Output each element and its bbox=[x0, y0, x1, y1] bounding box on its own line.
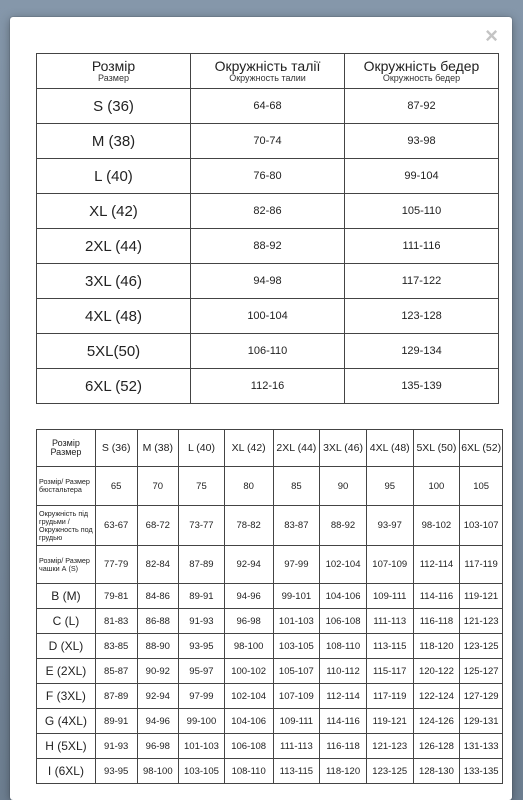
value-cell: 118-120 bbox=[320, 759, 367, 784]
table2-row bbox=[37, 659, 503, 684]
value-cell: 131-133 bbox=[460, 734, 503, 759]
value-cell: 115-117 bbox=[366, 659, 413, 684]
value-cell: 77-79 bbox=[95, 546, 137, 584]
row-label-cell: I (6XL) bbox=[37, 759, 96, 784]
size-header-cell: 2XL (44) bbox=[273, 430, 320, 467]
table1-row bbox=[37, 334, 499, 369]
size-header-cell: 3XL (46) bbox=[320, 430, 367, 467]
value-cell: 88-90 bbox=[137, 634, 179, 659]
row-label-cell: B (M) bbox=[37, 584, 96, 609]
table1-row bbox=[37, 264, 499, 299]
row-label-cell: H (5XL) bbox=[37, 734, 96, 759]
value-cell: 112-114 bbox=[413, 546, 460, 584]
value-cell: 106-108 bbox=[320, 609, 367, 634]
value-cell: 100 bbox=[413, 467, 460, 506]
value-cell: 63-67 bbox=[95, 506, 137, 546]
hips-cell: 135-139 bbox=[345, 369, 499, 404]
value-cell: 78-82 bbox=[224, 506, 273, 546]
value-cell: 68-72 bbox=[137, 506, 179, 546]
size-cell: M (38) bbox=[37, 124, 191, 159]
value-cell: 86-88 bbox=[137, 609, 179, 634]
value-cell: 83-87 bbox=[273, 506, 320, 546]
value-cell: 96-98 bbox=[224, 609, 273, 634]
table1-row bbox=[37, 299, 499, 334]
size-header-cell: 4XL (48) bbox=[366, 430, 413, 467]
waist-cell: 94-98 bbox=[191, 264, 345, 299]
value-cell: 99-101 bbox=[273, 584, 320, 609]
value-cell: 98-100 bbox=[224, 634, 273, 659]
size-header-cell: L (40) bbox=[179, 430, 225, 467]
value-cell: 98-102 bbox=[413, 506, 460, 546]
value-cell: 91-93 bbox=[95, 734, 137, 759]
hips-cell: 87-92 bbox=[345, 89, 499, 124]
header-sublabel: Окружность бедер bbox=[382, 73, 461, 83]
value-cell: 103-105 bbox=[179, 759, 225, 784]
table1-row bbox=[37, 124, 499, 159]
value-cell: 82-84 bbox=[137, 546, 179, 584]
value-cell: 116-118 bbox=[320, 734, 367, 759]
value-cell: 129-131 bbox=[460, 709, 503, 734]
table2-row bbox=[37, 609, 503, 634]
hips-cell: 93-98 bbox=[345, 124, 499, 159]
waist-cell: 70-74 bbox=[191, 124, 345, 159]
header-sublabel: Окружность талии bbox=[229, 73, 306, 83]
value-cell: 100-102 bbox=[224, 659, 273, 684]
value-cell: 114-116 bbox=[413, 584, 460, 609]
value-cell: 111-113 bbox=[273, 734, 320, 759]
value-cell: 90-92 bbox=[137, 659, 179, 684]
value-cell: 120-122 bbox=[413, 659, 460, 684]
row-label-cell: D (XL) bbox=[37, 634, 96, 659]
value-cell: 101-103 bbox=[179, 734, 225, 759]
value-cell: 97-99 bbox=[273, 546, 320, 584]
waist-cell: 112-16 bbox=[191, 369, 345, 404]
value-cell: 95-97 bbox=[179, 659, 225, 684]
value-cell: 89-91 bbox=[179, 584, 225, 609]
value-cell: 108-110 bbox=[320, 634, 367, 659]
value-cell: 112-114 bbox=[320, 684, 367, 709]
size-header-cell: S (36) bbox=[95, 430, 137, 467]
hips-cell: 99-104 bbox=[345, 159, 499, 194]
table2-row bbox=[37, 684, 503, 709]
value-cell: 99-100 bbox=[179, 709, 225, 734]
value-cell: 111-113 bbox=[366, 609, 413, 634]
size-cell: 4XL (48) bbox=[37, 299, 191, 334]
value-cell: 107-109 bbox=[273, 684, 320, 709]
value-cell: 90 bbox=[320, 467, 367, 506]
value-cell: 124-126 bbox=[413, 709, 460, 734]
waist-cell: 76-80 bbox=[191, 159, 345, 194]
value-cell: 92-94 bbox=[224, 546, 273, 584]
value-cell: 106-108 bbox=[224, 734, 273, 759]
table1-header-cell bbox=[37, 54, 191, 89]
value-cell: 89-91 bbox=[95, 709, 137, 734]
table1-row bbox=[37, 194, 499, 229]
value-cell: 93-95 bbox=[95, 759, 137, 784]
waist-cell: 106-110 bbox=[191, 334, 345, 369]
value-cell: 125-127 bbox=[460, 659, 503, 684]
value-cell: 119-121 bbox=[366, 709, 413, 734]
row-label-cell: C (L) bbox=[37, 609, 96, 634]
table1-header-cell bbox=[191, 54, 345, 89]
hips-cell: 111-116 bbox=[345, 229, 499, 264]
value-cell: 102-104 bbox=[320, 546, 367, 584]
size-cell: 6XL (52) bbox=[37, 369, 191, 404]
table2-corner-cell: Розмір Размер bbox=[37, 430, 96, 467]
value-cell: 97-99 bbox=[179, 684, 225, 709]
row-label-cell: Розмір/ Размер бюстальтера bbox=[37, 467, 96, 506]
size-header-cell: M (38) bbox=[137, 430, 179, 467]
value-cell: 92-94 bbox=[137, 684, 179, 709]
table1-header-cell bbox=[345, 54, 499, 89]
value-cell: 85-87 bbox=[95, 659, 137, 684]
value-cell: 94-96 bbox=[224, 584, 273, 609]
bra-size-table bbox=[36, 429, 503, 784]
value-cell: 93-97 bbox=[366, 506, 413, 546]
value-cell: 96-98 bbox=[137, 734, 179, 759]
size-cell: 2XL (44) bbox=[37, 229, 191, 264]
value-cell: 80 bbox=[224, 467, 273, 506]
header-label: Розмір bbox=[91, 58, 136, 74]
waist-cell: 88-92 bbox=[191, 229, 345, 264]
value-cell: 123-125 bbox=[460, 634, 503, 659]
value-cell: 107-109 bbox=[366, 546, 413, 584]
table1-row bbox=[37, 89, 499, 124]
value-cell: 113-115 bbox=[366, 634, 413, 659]
value-cell: 101-103 bbox=[273, 609, 320, 634]
value-cell: 117-119 bbox=[366, 684, 413, 709]
table2-row bbox=[37, 467, 503, 506]
header-label: Окружність талії bbox=[214, 58, 321, 74]
value-cell: 122-124 bbox=[413, 684, 460, 709]
row-label-cell: Окружність під грудьми /Окружность под грудью bbox=[37, 506, 96, 546]
hips-cell: 123-128 bbox=[345, 299, 499, 334]
value-cell: 84-86 bbox=[137, 584, 179, 609]
size-table-waist-hips bbox=[36, 53, 499, 404]
table1-header-row bbox=[37, 54, 499, 89]
value-cell: 104-106 bbox=[320, 584, 367, 609]
value-cell: 85 bbox=[273, 467, 320, 506]
value-cell: 121-123 bbox=[366, 734, 413, 759]
value-cell: 87-89 bbox=[179, 546, 225, 584]
size-cell: 5XL(50) bbox=[37, 334, 191, 369]
close-icon[interactable]: × bbox=[485, 23, 498, 48]
value-cell: 114-116 bbox=[320, 709, 367, 734]
value-cell: 79-81 bbox=[95, 584, 137, 609]
value-cell: 123-125 bbox=[366, 759, 413, 784]
size-cell: XL (42) bbox=[37, 194, 191, 229]
value-cell: 88-92 bbox=[320, 506, 367, 546]
row-label-cell: E (2XL) bbox=[37, 659, 96, 684]
table2-header-row bbox=[37, 430, 503, 467]
waist-cell: 64-68 bbox=[191, 89, 345, 124]
value-cell: 103-105 bbox=[273, 634, 320, 659]
table1-row bbox=[37, 369, 499, 404]
value-cell: 127-129 bbox=[460, 684, 503, 709]
value-cell: 117-119 bbox=[460, 546, 503, 584]
value-cell: 109-111 bbox=[273, 709, 320, 734]
row-label-cell: G (4XL) bbox=[37, 709, 96, 734]
size-chart-modal bbox=[10, 17, 512, 800]
value-cell: 75 bbox=[179, 467, 225, 506]
table1-row bbox=[37, 159, 499, 194]
table2-row bbox=[37, 584, 503, 609]
table2-row bbox=[37, 759, 503, 784]
value-cell: 94-96 bbox=[137, 709, 179, 734]
waist-cell: 100-104 bbox=[191, 299, 345, 334]
size-cell: L (40) bbox=[37, 159, 191, 194]
row-label-cell: F (3XL) bbox=[37, 684, 96, 709]
table2-row bbox=[37, 546, 503, 584]
size-header-cell: 5XL (50) bbox=[413, 430, 460, 467]
value-cell: 104-106 bbox=[224, 709, 273, 734]
table2-row bbox=[37, 634, 503, 659]
value-cell: 133-135 bbox=[460, 759, 503, 784]
value-cell: 105 bbox=[460, 467, 503, 506]
value-cell: 95 bbox=[366, 467, 413, 506]
row-label-cell: Розмір/ Размер чашки А (S) bbox=[37, 546, 96, 584]
size-cell: 3XL (46) bbox=[37, 264, 191, 299]
value-cell: 65 bbox=[95, 467, 137, 506]
value-cell: 126-128 bbox=[413, 734, 460, 759]
size-header-cell: 6XL (52) bbox=[460, 430, 503, 467]
value-cell: 105-107 bbox=[273, 659, 320, 684]
table2-row bbox=[37, 709, 503, 734]
value-cell: 98-100 bbox=[137, 759, 179, 784]
value-cell: 121-123 bbox=[460, 609, 503, 634]
value-cell: 81-83 bbox=[95, 609, 137, 634]
hips-cell: 129-134 bbox=[345, 334, 499, 369]
value-cell: 110-112 bbox=[320, 659, 367, 684]
value-cell: 102-104 bbox=[224, 684, 273, 709]
hips-cell: 105-110 bbox=[345, 194, 499, 229]
value-cell: 113-115 bbox=[273, 759, 320, 784]
value-cell: 116-118 bbox=[413, 609, 460, 634]
value-cell: 103-107 bbox=[460, 506, 503, 546]
value-cell: 87-89 bbox=[95, 684, 137, 709]
value-cell: 109-111 bbox=[366, 584, 413, 609]
size-cell: S (36) bbox=[37, 89, 191, 124]
value-cell: 83-85 bbox=[95, 634, 137, 659]
value-cell: 119-121 bbox=[460, 584, 503, 609]
value-cell: 118-120 bbox=[413, 634, 460, 659]
header-label: Окружність бедер bbox=[363, 58, 480, 74]
table2-row bbox=[37, 506, 503, 546]
size-header-cell: XL (42) bbox=[224, 430, 273, 467]
table2-row bbox=[37, 734, 503, 759]
waist-cell: 82-86 bbox=[191, 194, 345, 229]
value-cell: 93-95 bbox=[179, 634, 225, 659]
header-sublabel: Размер bbox=[98, 73, 129, 83]
table1-row bbox=[37, 229, 499, 264]
value-cell: 70 bbox=[137, 467, 179, 506]
hips-cell: 117-122 bbox=[345, 264, 499, 299]
value-cell: 73-77 bbox=[179, 506, 225, 546]
value-cell: 91-93 bbox=[179, 609, 225, 634]
value-cell: 108-110 bbox=[224, 759, 273, 784]
value-cell: 128-130 bbox=[413, 759, 460, 784]
